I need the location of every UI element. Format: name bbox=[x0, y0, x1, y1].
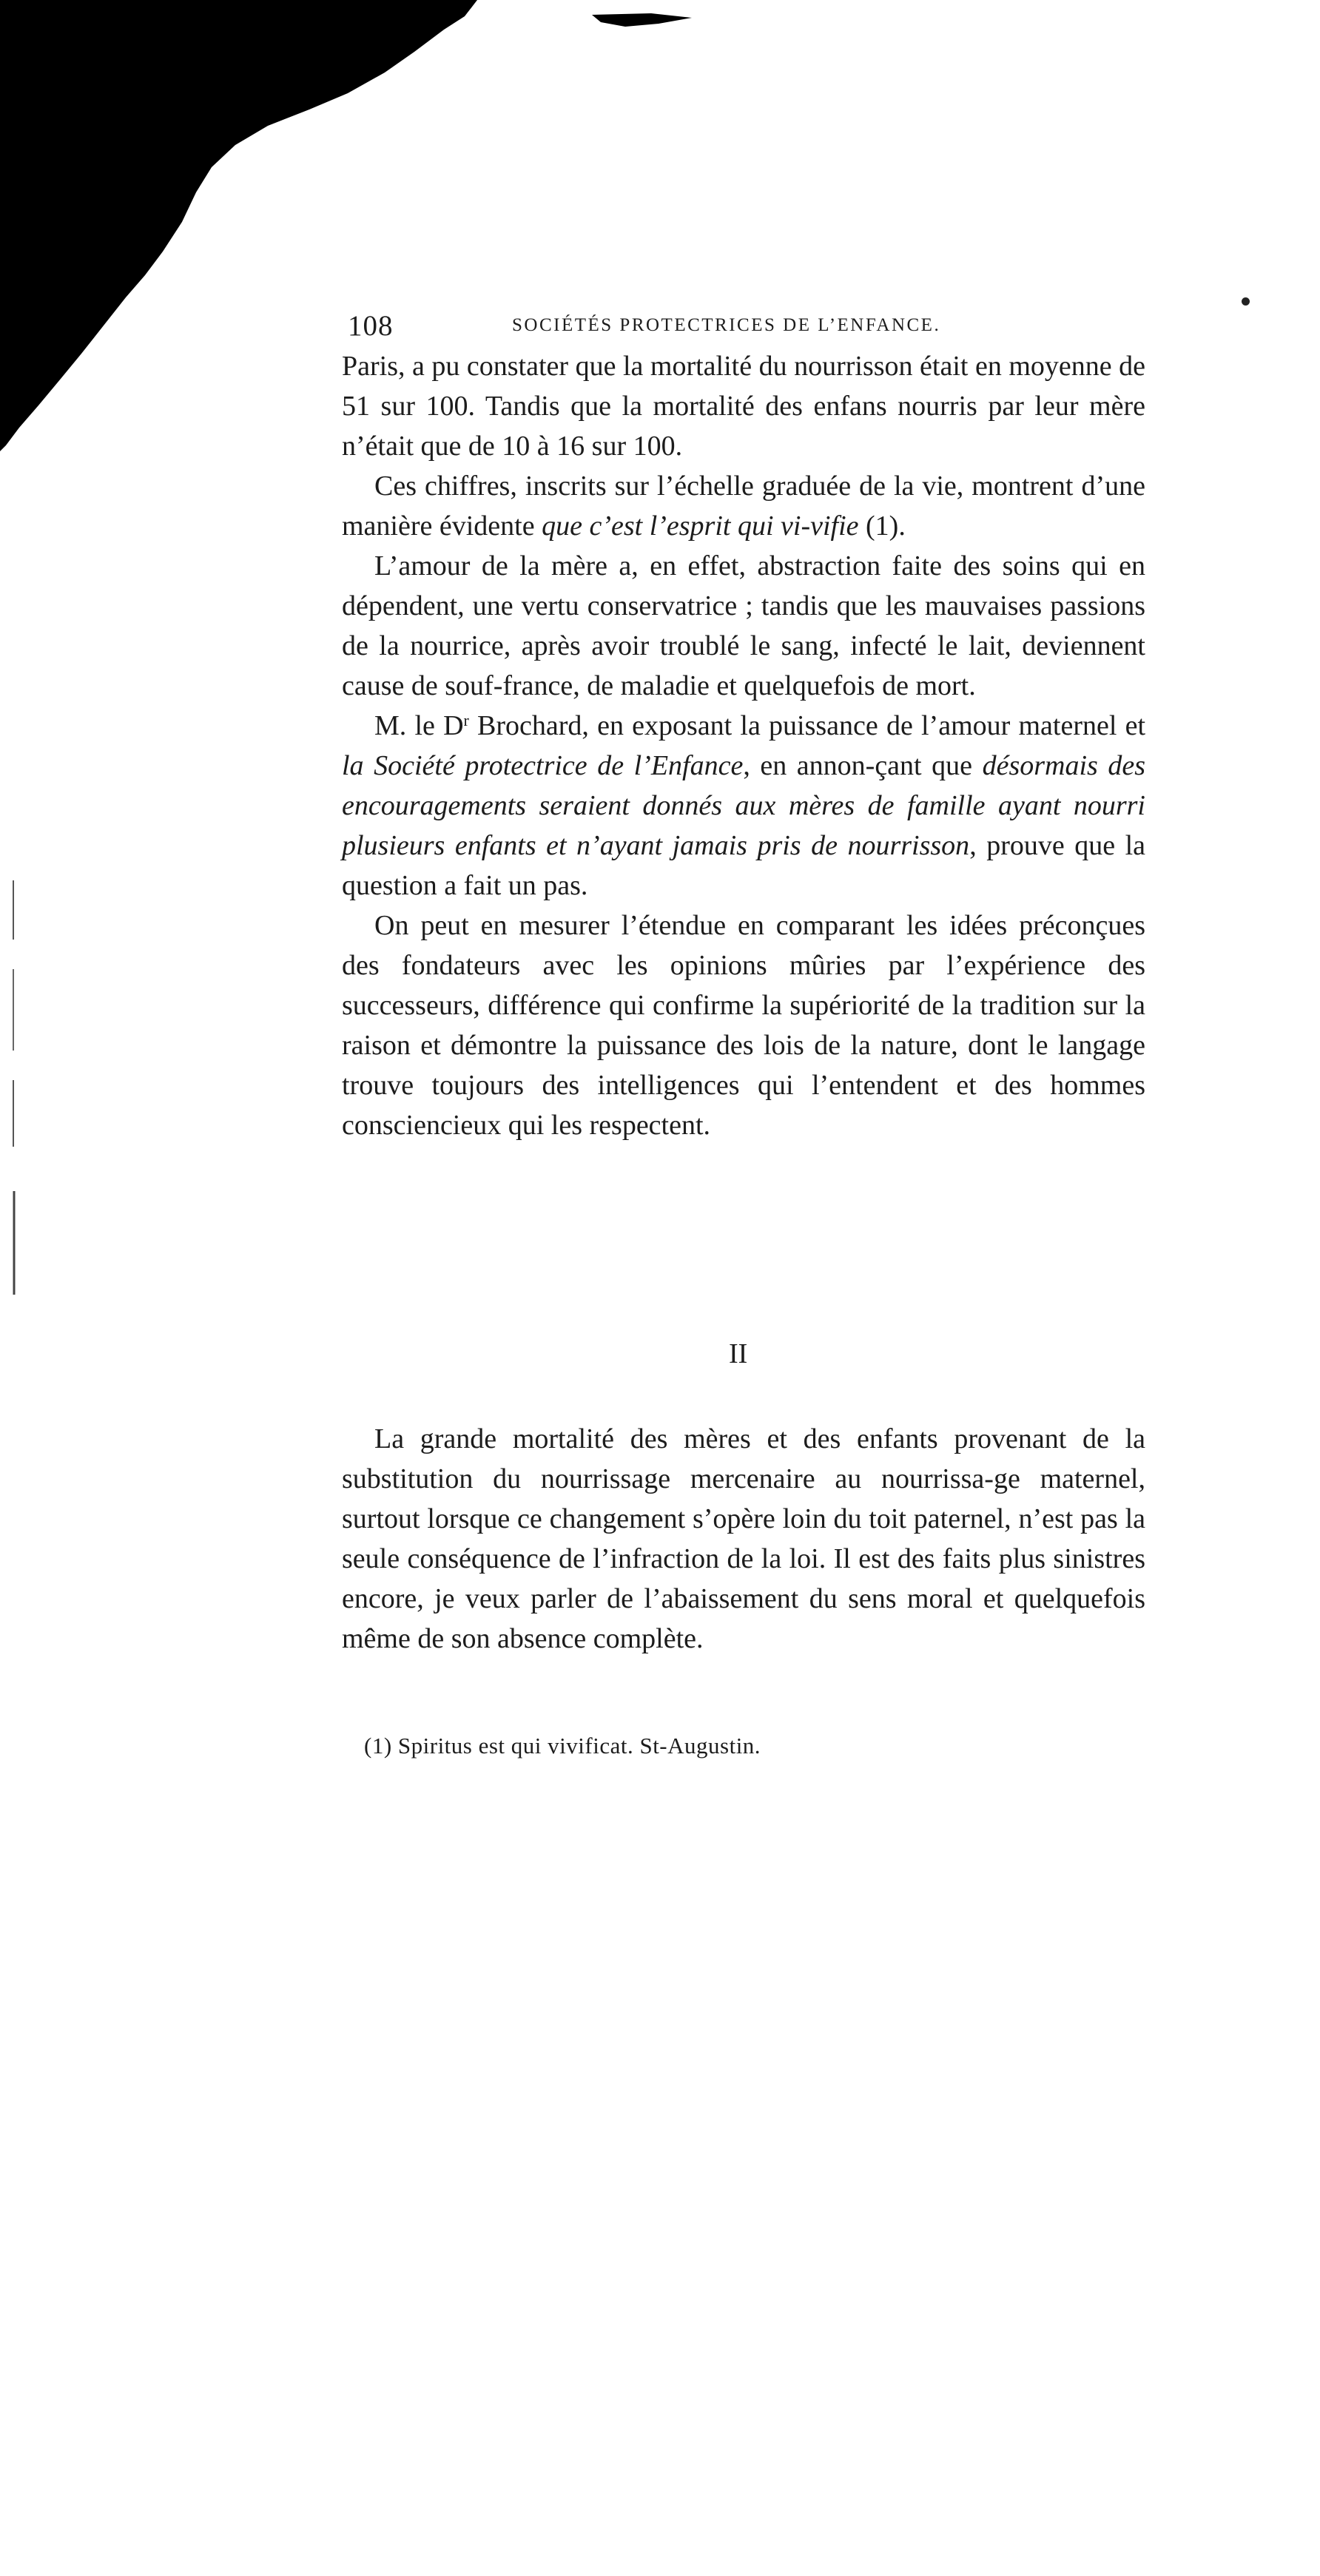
paragraph: L’amour de la mère a, en effet, abstraction faite des soins qui en dépendent, une vertu conservatrice ; tandis que les mauvaises passions de la nourrice, après avoir troublé le sang, infecté le lait, deviennent cause de souf-france, de maladie et quelquefois de mort. bbox=[342, 550, 1145, 701]
body-text bbox=[342, 346, 1145, 1145]
section-heading: II bbox=[729, 1338, 748, 1369]
scan-speck bbox=[1242, 297, 1250, 306]
paragraph: M. le $D^r$ Brochard, en exposant la puissance de l’amour maternel et la Société protectrice de l’Enfance, en annon-çant que désormais des encouragements seraient donnés aux mères de famille ayant nourri plusieurs enfants et n’ayant jamais pris de nourrisson, prouve que la question a fait un pas. bbox=[342, 710, 1146, 901]
paragraph: La grande mortalité des mères et des enfants provenant de la substitution du nourrissage mercenaire au nourrissa-ge maternel, surtout lorsque ce changement s’opère loin du toit paternel, n’est pas la seule conséquence de l’infraction de la loi. Il est des faits plus sinistres encore, je veux parler de l’abaissement du sens moral et quelquefois même de son absence complète. bbox=[342, 1423, 1145, 1654]
running-head bbox=[342, 309, 1145, 346]
binding-margin-marks bbox=[10, 880, 18, 1339]
footnote: (1) Spiritus est qui vivificat. St-Augustin. bbox=[364, 1733, 761, 1759]
running-title: SOCIÉTÉS PROTECTRICES DE L’ENFANCE. bbox=[512, 315, 941, 335]
page-number: 108 bbox=[348, 310, 394, 342]
paragraph: On peut en mesurer l’étendue en comparant les idées préconçues des fondateurs avec les opinions mûries par l’expérience des successeurs, différence qui confirme la supériorité de la tradition sur la raison et démontre la puissance des lois de la nature, dont le langage trouve toujours des intelligences qui l’entendent et des hommes consciencieux qui les respectent. bbox=[342, 910, 1145, 1141]
section-body bbox=[342, 1419, 1145, 1659]
paragraph: Ces chiffres, inscrits sur l’échelle graduée de la vie, montrent d’une manière évidente que c’est l’esprit qui vi-vifie (1). bbox=[342, 471, 1145, 542]
paragraph: Paris, a pu constater que la mortalité du nourrisson était en moyenne de 51 sur 100. Tandis que la mortalité des enfans nourris par leur mère n’était que de 10 à 16 sur 100. bbox=[342, 351, 1145, 462]
